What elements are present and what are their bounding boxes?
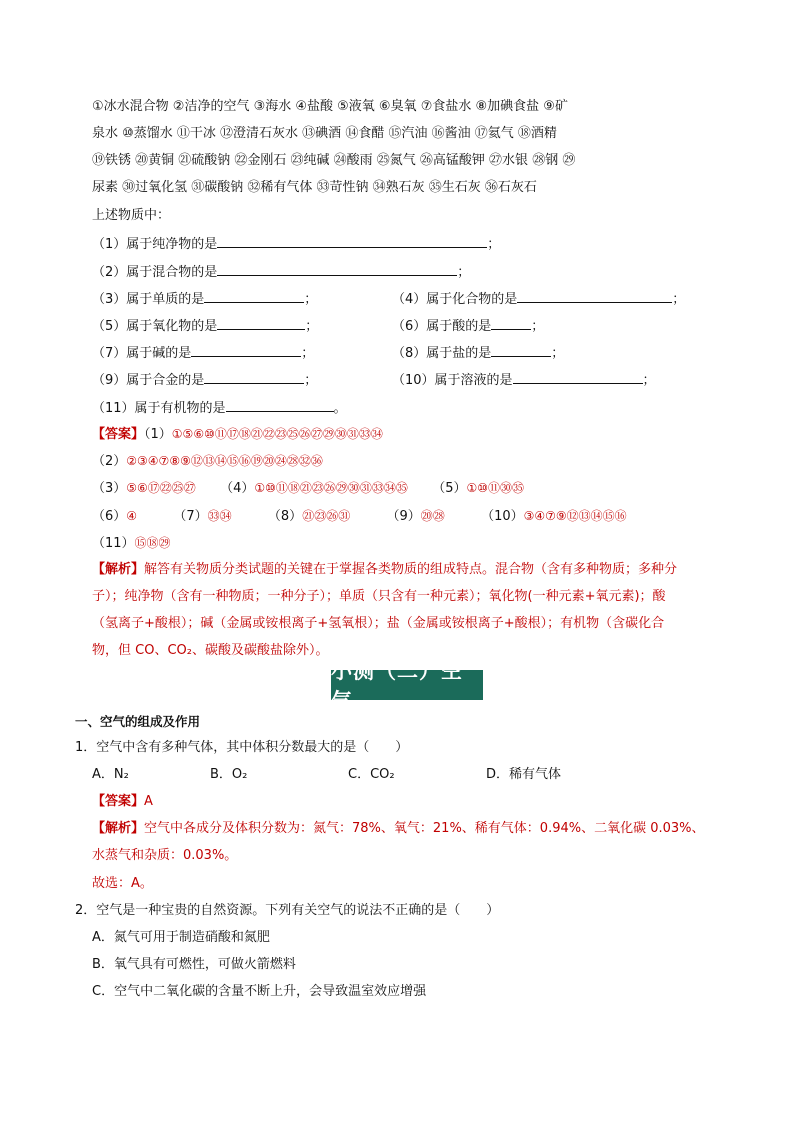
question-1-analysis-line-2: 水蒸气和杂质：0.03%。 bbox=[92, 848, 238, 863]
analysis-label: 【解析】 bbox=[92, 821, 145, 836]
option-c[interactable]: C．CO₂ bbox=[348, 767, 395, 782]
semicolon: ； bbox=[305, 319, 319, 334]
answer-11-number: （11） bbox=[92, 536, 135, 551]
analysis-line-3: （氢离子+酸根）；碱（金属或铵根离子+氢氧根）；盐（金属或铵根离子+酸根）；有机物（含碳化合 bbox=[92, 616, 665, 631]
analysis-line-4: 物，但 CO、CO₂、碳酸及碳酸盐除外）。 bbox=[92, 643, 329, 658]
question-1-analysis-line-1 bbox=[92, 820, 705, 838]
question-10-label: （10）属于溶液的是 bbox=[392, 373, 513, 388]
semicolon: ； bbox=[304, 373, 318, 388]
question-1-options bbox=[92, 766, 561, 784]
option-d[interactable]: D．稀有气体 bbox=[486, 767, 562, 782]
question-9 bbox=[92, 370, 317, 390]
question-2-option-a[interactable]: A．氮气可用于制造硝酸和氮肥 bbox=[92, 930, 270, 945]
question-2-option-c[interactable]: C．空气中二氧化碳的含量不断上升，会导致温室效应增强 bbox=[92, 984, 427, 999]
answer-row-5 bbox=[92, 534, 171, 553]
question-8-label: （8）属于盐的是 bbox=[392, 346, 492, 361]
question-2-option-b[interactable]: B．氧气具有可燃性，可做火箭燃料 bbox=[92, 957, 296, 972]
question-4-label: （4）属于化合物的是 bbox=[392, 292, 518, 307]
semicolon: ； bbox=[642, 373, 656, 388]
answer-7: ㉝㉞ bbox=[207, 509, 232, 523]
answer-4: ①⑩⑪⑱㉑㉓㉖㉙㉚㉛㉝㉞㉟ bbox=[254, 481, 408, 495]
semicolon: ； bbox=[531, 319, 545, 334]
answer-blank-9[interactable] bbox=[204, 370, 304, 384]
semicolon: ； bbox=[551, 346, 565, 361]
answer-3: ⑤⑥⑰㉒㉕㉗ bbox=[126, 481, 196, 495]
answer-8-number: （8） bbox=[267, 509, 303, 524]
semicolon: ； bbox=[457, 265, 471, 280]
question-2-label: （2）属于混合物的是 bbox=[92, 265, 218, 280]
question-9-label: （9）属于合金的是 bbox=[92, 373, 205, 388]
answer-blank-8[interactable] bbox=[491, 343, 551, 357]
answer-blank-6[interactable] bbox=[491, 316, 531, 330]
prompt-text: 上述物质中： bbox=[92, 208, 171, 223]
question-1-stem: 1．空气中含有多种气体，其中体积分数最大的是（ ） bbox=[75, 740, 409, 755]
answer-7-number: （7） bbox=[173, 509, 208, 524]
analysis-text-1: 解答有关物质分类试题的关键在于掌握各类物质的组成特点。混合物（含有多种物质；多种分 bbox=[144, 562, 678, 577]
answer-blank-11[interactable] bbox=[226, 398, 334, 412]
question-8 bbox=[392, 343, 564, 363]
answer-blank-3[interactable] bbox=[204, 289, 304, 303]
question-6 bbox=[392, 316, 544, 336]
question-3-label: （3）属于单质的是 bbox=[92, 292, 205, 307]
question-7-label: （7）属于碱的是 bbox=[92, 346, 192, 361]
answer-blank-1[interactable] bbox=[217, 234, 487, 248]
answer-6: ④ bbox=[126, 509, 138, 523]
analysis-line-2: 子）；纯净物（含有一种物质；一种分子）；单质（只含有一种元素）；氧化物(一种元素+氧元素)；酸 bbox=[92, 589, 666, 604]
section-heading: 一、空气的组成及作用 bbox=[75, 714, 201, 729]
answer-5: ①⑩⑪㉚㉟ bbox=[466, 481, 524, 495]
answer-1: ①⑤⑥⑩⑪⑰⑱㉑㉒㉓㉕㉖㉗㉙㉚㉛㉝㉞ bbox=[171, 427, 383, 441]
question-2-stem: 2．空气是一种宝贵的自然资源。下列有关空气的说法不正确的是（ ） bbox=[75, 903, 500, 918]
question-11-label: （11）属于有机物的是 bbox=[92, 401, 226, 416]
answer-8: ㉑㉓㉖㉛ bbox=[302, 509, 351, 523]
answer-value: A bbox=[144, 794, 153, 809]
answer-row-3 bbox=[92, 479, 524, 498]
section-banner: 小测（二）空气 bbox=[331, 670, 483, 700]
semicolon: ； bbox=[672, 292, 686, 307]
substance-list-row-2: 泉水 ⑩蒸馏水 ⑪干冰 ⑫澄清石灰水 ⑬碘酒 ⑭食醋 ⑮汽油 ⑯酱油 ⑰氦气 ⑱酒精 bbox=[92, 126, 557, 141]
question-4 bbox=[392, 289, 685, 309]
question-5-label: （5）属于氧化物的是 bbox=[92, 319, 218, 334]
answer-blank-2[interactable] bbox=[217, 262, 457, 276]
option-b[interactable]: B．O₂ bbox=[210, 767, 248, 782]
option-a[interactable]: A．N₂ bbox=[92, 767, 129, 782]
answer-6-number: （6） bbox=[92, 509, 127, 524]
answer-10-number: （10） bbox=[481, 509, 524, 524]
question-1 bbox=[92, 234, 500, 254]
question-10 bbox=[392, 370, 656, 390]
question-1-answer bbox=[92, 793, 153, 811]
substance-list-row-1: ①冰水混合物 ②洁净的空气 ③海水 ④盐酸 ⑤液氧 ⑥臭氧 ⑦食盐水 ⑧加碘食盐 ⑨矿 bbox=[92, 99, 568, 114]
answer-5-number: （5） bbox=[432, 481, 467, 496]
period: 。 bbox=[333, 401, 347, 416]
substance-list-row-4: 尿素 ㉚过氧化氢 ㉛碳酸钠 ㉜稀有气体 ㉝苛性钠 ㉞熟石灰 ㉟生石灰 ㊱石灰石 bbox=[92, 180, 537, 195]
answer-blank-4[interactable] bbox=[517, 289, 672, 303]
answer-2: ②③④⑦⑧⑨⑫⑬⑭⑮⑯⑲⑳㉔㉘㉜㊱ bbox=[126, 454, 323, 468]
answer-label: 【答案】 bbox=[92, 794, 145, 809]
answer-9: ⑳㉘ bbox=[420, 509, 445, 523]
answer-3-number: （3） bbox=[92, 481, 127, 496]
question-1-analysis-line-3: 故选：A。 bbox=[92, 876, 153, 891]
answer-row-1 bbox=[92, 425, 383, 444]
question-7 bbox=[92, 343, 314, 363]
question-6-label: （6）属于酸的是 bbox=[392, 319, 492, 334]
analysis-line-1 bbox=[92, 561, 677, 579]
answer-4-number: （4） bbox=[220, 481, 255, 496]
answer-1-number: （1） bbox=[144, 427, 172, 442]
answer-2-number: （2） bbox=[92, 454, 127, 469]
answer-blank-10[interactable] bbox=[513, 370, 643, 384]
answer-blank-7[interactable] bbox=[191, 343, 301, 357]
answer-blank-5[interactable] bbox=[217, 316, 305, 330]
semicolon: ； bbox=[487, 237, 501, 252]
analysis-label: 【解析】 bbox=[92, 562, 145, 577]
answer-row-2 bbox=[92, 452, 323, 471]
answer-9-number: （9） bbox=[386, 509, 421, 524]
answer-10: ③④⑦⑨⑫⑬⑭⑮⑯ bbox=[523, 509, 627, 523]
answer-11: ⑮⑱㉙ bbox=[134, 536, 171, 550]
question-1-label: （1）属于纯净物的是 bbox=[92, 237, 218, 252]
answer-label: 【答案】 bbox=[92, 427, 145, 442]
question-11 bbox=[92, 398, 347, 418]
semicolon: ； bbox=[301, 346, 315, 361]
substance-list-row-3: ⑲铁锈 ⑳黄铜 ㉑硫酸钠 ㉒金刚石 ㉓纯碱 ㉔酸雨 ㉕氮气 ㉖高锰酸钾 ㉗水银 ㉘钢 ㉙ bbox=[92, 153, 576, 168]
question-3 bbox=[92, 289, 317, 309]
analysis-text: 空气中各成分及体积分数为：氮气：78%、氧气：21%、稀有气体：0.94%、二氧化碳 0.03%、 bbox=[144, 821, 705, 836]
semicolon: ； bbox=[304, 292, 318, 307]
question-2 bbox=[92, 262, 470, 282]
answer-row-4 bbox=[92, 507, 627, 526]
question-5 bbox=[92, 316, 318, 336]
